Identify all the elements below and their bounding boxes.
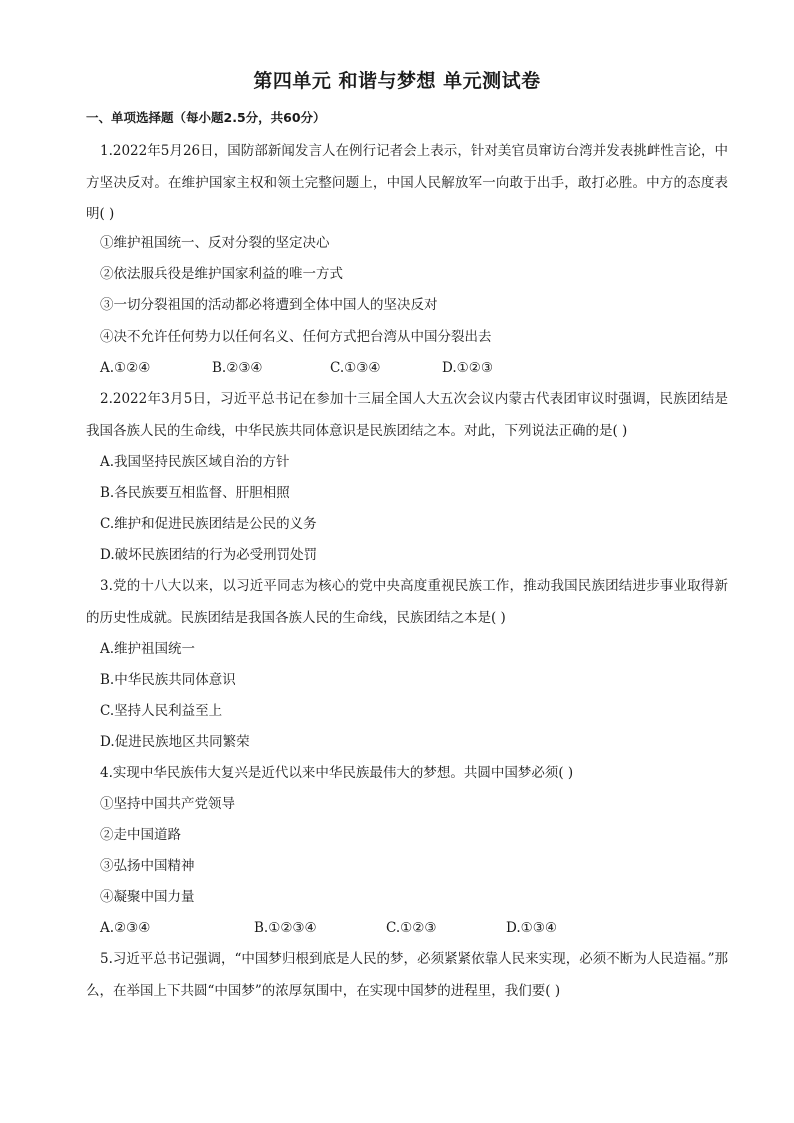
question-1-stem: 1.2022年5月26日，国防部新闻发言人在例行记者会上表示，针对美官员窜访台湾并发表挑衅性言论，中方坚决反对。在维护国家主权和领土完整问题上，中国人民解放军一向敢于出手，敢打必胜。中方的态度表明( ) bbox=[86, 143, 728, 222]
question-3-option-d[interactable]: D.促进民族地区共同繁荣 bbox=[100, 734, 250, 750]
question-4-statement-2: ②走中国道路 bbox=[100, 827, 181, 843]
question-1-option-c[interactable]: C.①③④ bbox=[330, 360, 381, 376]
question-2-option-a[interactable]: A.我国坚持民族区域自治的方针 bbox=[100, 454, 290, 470]
question-1-statement-4: ④决不允许任何势力以任何名义、任何方式把台湾从中国分裂出去 bbox=[100, 329, 492, 345]
question-3-option-b[interactable]: B.中华民族共同体意识 bbox=[100, 672, 236, 688]
question-1-option-d[interactable]: D.①②③ bbox=[442, 360, 493, 376]
question-2-option-c[interactable]: C.维护和促进民族团结是公民的义务 bbox=[100, 516, 317, 532]
question-2-option-b[interactable]: B.各民族要互相监督、肝胆相照 bbox=[100, 485, 290, 501]
question-1-option-a[interactable]: A.①②④ bbox=[100, 360, 151, 376]
question-2-stem: 2.2022年3月5日，习近平总书记在参加十三届全国人大五次会议内蒙古代表团审议时强调，民族团结是我国各族人民的生命线，中华民族共同体意识是民族团结之本。对此，下列说法正确的是( ) bbox=[86, 391, 728, 439]
question-1-statement-3: ③一切分裂祖国的活动都必将遭到全体中国人的坚决反对 bbox=[100, 297, 438, 313]
question-1-option-b[interactable]: B.②③④ bbox=[212, 360, 263, 376]
section-heading: 一、单项选择题（每小题2.5分，共60分） bbox=[86, 110, 326, 125]
question-2-option-d[interactable]: D.破坏民族团结的行为必受刑罚处罚 bbox=[100, 547, 318, 563]
question-3-stem: 3.党的十八大以来，以习近平同志为核心的党中央高度重视民族工作，推动我国民族团结进步事业取得新的历史性成就。民族团结是我国各族人民的生命线，民族团结之本是( ) bbox=[86, 578, 728, 626]
question-4-option-a[interactable]: A.②③④ bbox=[100, 920, 151, 936]
page-title: 第四单元 和谐与梦想 单元测试卷 bbox=[253, 70, 541, 92]
question-4-statement-1: ①坚持中国共产党领导 bbox=[100, 796, 235, 812]
question-4-statement-3: ③弘扬中国精神 bbox=[100, 858, 195, 874]
question-4-option-c[interactable]: C.①②③ bbox=[386, 920, 437, 936]
question-4-option-d[interactable]: D.①③④ bbox=[506, 920, 557, 936]
question-1-statement-1: ①维护祖国统一、反对分裂的坚定决心 bbox=[100, 235, 330, 251]
question-1-statement-2: ②依法服兵役是维护国家利益的唯一方式 bbox=[100, 266, 343, 282]
question-4-statement-4: ④凝聚中国力量 bbox=[100, 889, 195, 905]
question-4-option-b[interactable]: B.①②③④ bbox=[254, 920, 317, 936]
question-4-stem: 4.实现中华民族伟大复兴是近代以来中华民族最伟大的梦想。共圆中国梦必须( ) bbox=[100, 765, 574, 781]
question-5-stem: 5.习近平总书记强调，“中国梦归根到底是人民的梦，必须紧紧依靠人民来实现，必须不断为人民造福。”那么，在举国上下共圆“中国梦”的浓厚氛围中，在实现中国梦的进程里，我们要( ) bbox=[86, 951, 728, 999]
question-3-option-c[interactable]: C.坚持人民利益至上 bbox=[100, 703, 223, 719]
question-3-option-a[interactable]: A.维护祖国统一 bbox=[100, 641, 196, 657]
